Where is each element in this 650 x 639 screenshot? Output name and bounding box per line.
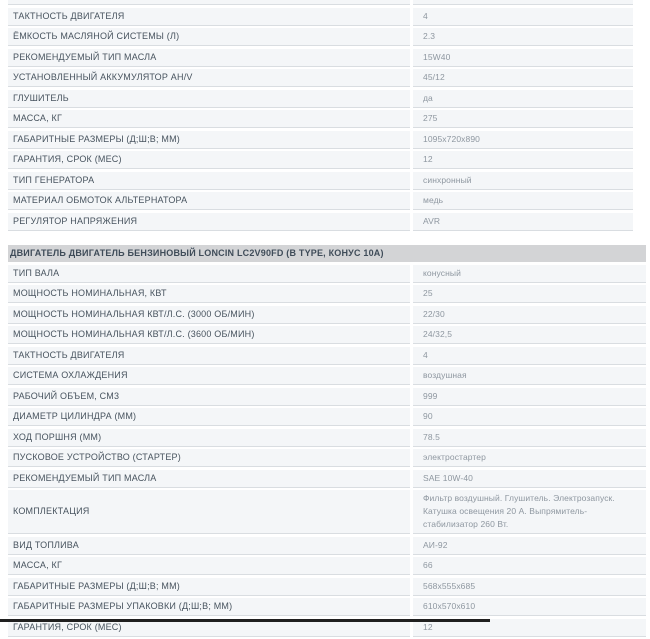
spec-label: ДИАМЕТР ЦИЛИНДРА (ММ) bbox=[8, 408, 410, 426]
spec-row bbox=[8, 49, 633, 67]
spec-label: МАССА, КГ bbox=[8, 110, 410, 128]
spec-value: 610x570x610 bbox=[413, 598, 646, 616]
spec-label: ГАБАРИТНЫЕ РАЗМЕРЫ УПАКОВКИ (Д;Ш;В; ММ) bbox=[8, 598, 410, 616]
spec-value: 78.5 bbox=[413, 429, 646, 447]
spec-row bbox=[8, 213, 633, 231]
spec-value: AVR bbox=[413, 213, 633, 231]
spec-label bbox=[8, 0, 410, 5]
spec-row bbox=[8, 537, 646, 555]
spec-row bbox=[8, 557, 646, 575]
spec-value: 25 bbox=[413, 285, 646, 303]
spec-value: АИ-92 bbox=[413, 537, 646, 555]
spec-label: ГЛУШИТЕЛЬ bbox=[8, 90, 410, 108]
spec-row bbox=[8, 151, 633, 169]
spec-label: ТАКТНОСТЬ ДВИГАТЕЛЯ bbox=[8, 8, 410, 26]
spec-value: 15W40 bbox=[413, 49, 633, 67]
spec-value: синхронный bbox=[413, 172, 633, 190]
spec-label: ГАРАНТИЯ, СРОК (МЕС) bbox=[8, 619, 410, 637]
spec-row bbox=[8, 470, 646, 488]
spec-value: SAE 10W-40 bbox=[413, 470, 646, 488]
spec-row bbox=[8, 90, 633, 108]
spec-row bbox=[8, 367, 646, 385]
spec-row bbox=[8, 429, 646, 447]
spec-row bbox=[8, 578, 646, 596]
spec-label: РАБОЧИЙ ОБЪЕМ, СМ3 bbox=[8, 388, 410, 406]
spec-value: да bbox=[413, 90, 633, 108]
spec-label: РЕКОМЕНДУЕМЫЙ ТИП МАСЛА bbox=[8, 49, 410, 67]
spec-label: МОЩНОСТЬ НОМИНАЛЬНАЯ КВТ/Л.С. (3000 ОБ/МИН) bbox=[8, 306, 410, 324]
spec-row bbox=[8, 326, 646, 344]
spec-value bbox=[413, 0, 633, 5]
spec-value: 275 bbox=[413, 110, 633, 128]
spec-row bbox=[8, 69, 633, 87]
spec-label: КОМПЛЕКТАЦИЯ bbox=[8, 490, 410, 534]
spec-row bbox=[8, 172, 633, 190]
spec-row bbox=[8, 28, 633, 46]
spec-value: 12 bbox=[413, 151, 633, 169]
spec-top-rows bbox=[8, 8, 633, 231]
spec-label: ЁМКОСТЬ МАСЛЯНОЙ СИСТЕМЫ (Л) bbox=[8, 28, 410, 46]
spec-row bbox=[8, 8, 633, 26]
spec-row bbox=[8, 285, 646, 303]
spec-label: ТИП ВАЛА bbox=[8, 265, 410, 283]
spec-row bbox=[8, 347, 646, 365]
spec-row bbox=[8, 598, 646, 616]
spec-row bbox=[8, 306, 646, 324]
spec-label: ТИП ГЕНЕРАТОРА bbox=[8, 172, 410, 190]
spec-value: 4 bbox=[413, 347, 646, 365]
spec-value: 568x555x685 bbox=[413, 578, 646, 596]
engine-section-header: ДВИГАТЕЛЬ ДВИГАТЕЛЬ БЕНЗИНОВЫЙ LONCIN LC2V90FD (B TYPE, КОНУС 10А) bbox=[8, 245, 646, 262]
spec-value: 24/32,5 bbox=[413, 326, 646, 344]
spec-value: медь bbox=[413, 192, 633, 210]
spec-label: ГАБАРИТНЫЕ РАЗМЕРЫ (Д;Ш;В; ММ) bbox=[8, 578, 410, 596]
spec-label: СИСТЕМА ОХЛАЖДЕНИЯ bbox=[8, 367, 410, 385]
spec-row bbox=[8, 408, 646, 426]
spec-value: Фильтр воздушный. Глушитель. Электрозапуск. Катушка освещения 20 А. Выпрямитель-стабилизатор 260 Вт. bbox=[413, 490, 646, 534]
spec-label: ГАБАРИТНЫЕ РАЗМЕРЫ (Д;Ш;В; ММ) bbox=[8, 131, 410, 149]
spec-value: электростартер bbox=[413, 449, 646, 467]
bottom-edge-line bbox=[0, 619, 490, 622]
spec-value: 2.3 bbox=[413, 28, 633, 46]
specifications-tables bbox=[8, 0, 646, 639]
spec-value: воздушная bbox=[413, 367, 646, 385]
spec-table-engine bbox=[8, 265, 646, 637]
spec-row bbox=[8, 192, 633, 210]
spec-value: конусный bbox=[413, 265, 646, 283]
spec-row bbox=[8, 131, 633, 149]
spec-label: ГАРАНТИЯ, СРОК (МЕС) bbox=[8, 151, 410, 169]
spec-label: УСТАНОВЛЕННЫЙ АККУМУЛЯТОР АН/V bbox=[8, 69, 410, 87]
spec-label: РЕГУЛЯТОР НАПРЯЖЕНИЯ bbox=[8, 213, 410, 231]
spec-label: ПУСКОВОЕ УСТРОЙСТВО (СТАРТЕР) bbox=[8, 449, 410, 467]
spec-value: 1095x720x890 bbox=[413, 131, 633, 149]
spec-row bbox=[8, 388, 646, 406]
spec-row bbox=[8, 449, 646, 467]
spec-label: ТАКТНОСТЬ ДВИГАТЕЛЯ bbox=[8, 347, 410, 365]
spec-row bbox=[8, 490, 646, 534]
spec-label: РЕКОМЕНДУЕМЫЙ ТИП МАСЛА bbox=[8, 470, 410, 488]
spec-row bbox=[8, 110, 633, 128]
spec-table-top bbox=[8, 0, 633, 231]
spec-value: 45/12 bbox=[413, 69, 633, 87]
spec-value: 90 bbox=[413, 408, 646, 426]
spec-row bbox=[8, 265, 646, 283]
spec-label: МАССА, КГ bbox=[8, 557, 410, 575]
engine-spec-rows bbox=[8, 265, 646, 637]
spec-label: ВИД ТОПЛИВА bbox=[8, 537, 410, 555]
spec-value: 4 bbox=[413, 8, 633, 26]
spec-label: МОЩНОСТЬ НОМИНАЛЬНАЯ, КВТ bbox=[8, 285, 410, 303]
spec-value: 999 bbox=[413, 388, 646, 406]
spec-value: 12 bbox=[413, 619, 646, 637]
spec-label: ХОД ПОРШНЯ (ММ) bbox=[8, 429, 410, 447]
spec-value: 66 bbox=[413, 557, 646, 575]
spec-value: 22/30 bbox=[413, 306, 646, 324]
spec-label: МАТЕРИАЛ ОБМОТОК АЛЬТЕРНАТОРА bbox=[8, 192, 410, 210]
clipped-row bbox=[8, 0, 633, 5]
spec-label: МОЩНОСТЬ НОМИНАЛЬНАЯ КВТ/Л.С. (3600 ОБ/МИН) bbox=[8, 326, 410, 344]
